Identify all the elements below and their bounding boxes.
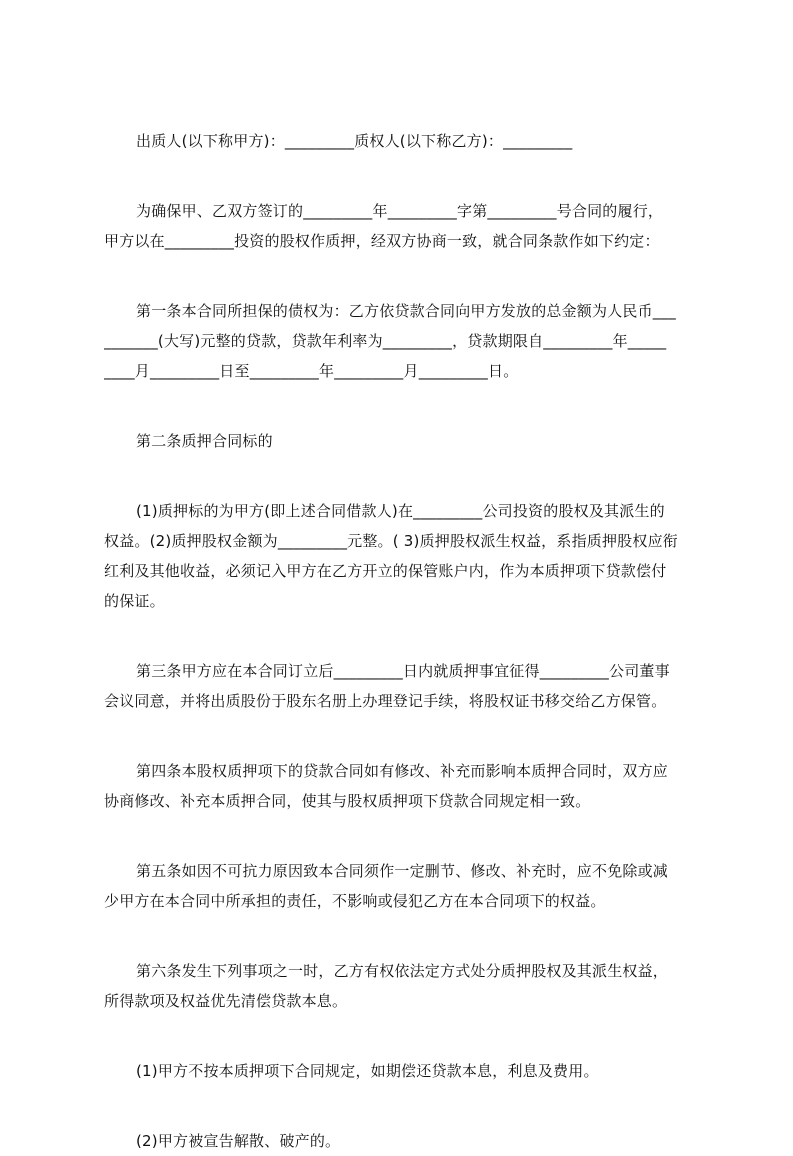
article-1-line-1: 第一条本合同所担保的债权为：乙方依贷款合同向甲方发放的总金额为人民币___ xyxy=(136,302,676,320)
article-2-line-2: 权益。(2)质押股权金额为_________元整。( 3)质押股权派生权益，系指质押股权应衔 xyxy=(104,532,678,550)
article-6-line-2: 所得款项及权益优先清偿贷款本息。 xyxy=(104,992,348,1010)
article-5-line-1: 第五条如因不可抗力原因致本合同须作一定删节、修改、补充时，应不免除或减 xyxy=(136,862,669,880)
article-3-line-2: 会议同意，并将出质股份于股东名册上办理登记手续，将股权证书移交给乙方保管。 xyxy=(104,692,667,710)
article-6-item-2: (2)甲方被宣告解散、破产的。 xyxy=(136,1132,341,1150)
article-3-line-1: 第三条甲方应在本合同订立后_________日内就质押事宜征得_________公司董事 xyxy=(136,662,670,680)
article-4-line-1: 第四条本股权质押项下的贷款合同如有修改、补充而影响本质押合同时，双方应 xyxy=(136,762,669,780)
contract-body xyxy=(104,126,700,1156)
article-6-line-1: 第六条发生下列事项之一时，乙方有权依法定方式处分质押股权及其派生权益， xyxy=(136,962,669,980)
article-1-line-3: ____月_________日至_________年_________月_________日。 xyxy=(104,362,519,380)
article-2-line-3: 红利及其他收益，必须记入甲方在乙方开立的保管账户内，作为本质押项下贷款偿付 xyxy=(104,562,667,580)
preamble-line-2: 甲方以在_________投资的股权作质押，经双方协商一致，就合同条款作如下约定： xyxy=(104,232,660,250)
article-1-line-2: _______(大写)元整的贷款，贷款年利率为_________，贷款期限自_________年_____ xyxy=(104,332,667,350)
article-4-line-2: 协商修改、补充本质押合同，使其与股权质押项下贷款合同规定相一致。 xyxy=(104,792,591,810)
article-2-line-4: 的保证。 xyxy=(104,592,165,610)
parties-line: 出质人(以下称甲方)：_________质权人(以下称乙方)：_________ xyxy=(136,132,573,150)
article-6-item-1: (1)甲方不按本质押项下合同规定，如期偿还贷款本息，利息及费用。 xyxy=(136,1062,599,1080)
preamble-line-1: 为确保甲、乙双方签订的_________年_________字第_________号合同的履行， xyxy=(136,202,664,220)
article-5-line-2: 少甲方在本合同中所承担的责任，不影响或侵犯乙方在本合同项下的权益。 xyxy=(104,892,606,910)
article-2-title: 第二条质押合同标的 xyxy=(136,432,273,450)
article-2-line-1: (1)质押标的为甲方(即上述合同借款人)在_________公司投资的股权及其派生的 xyxy=(136,502,665,520)
